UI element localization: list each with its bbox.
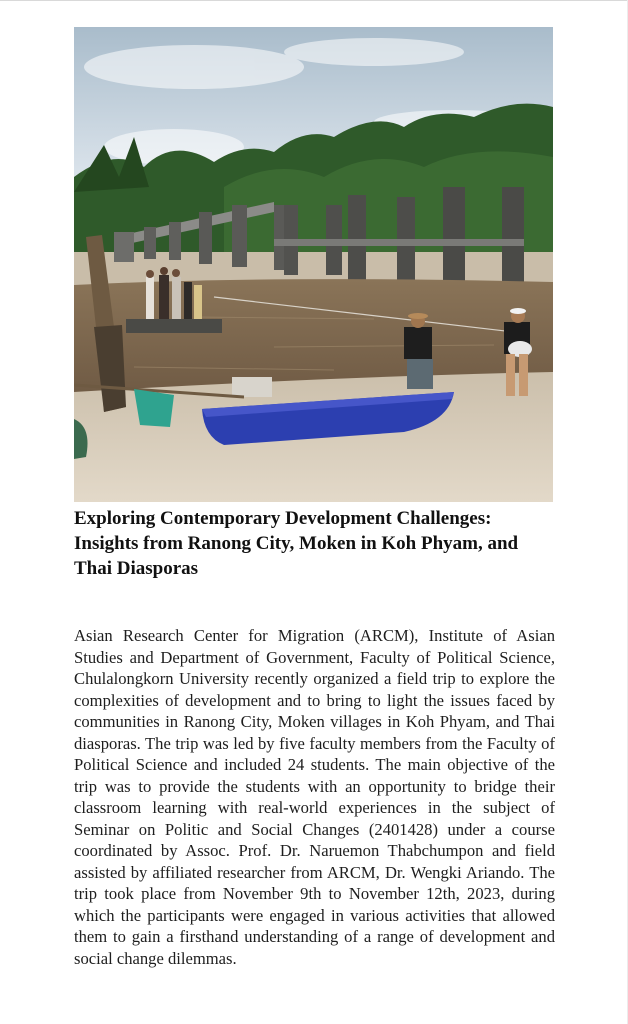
top-divider — [0, 0, 628, 1]
article-photo — [74, 27, 553, 502]
article-body: Asian Research Center for Migration (ARCM), Institute of Asian Studies and Department of Government, Faculty of Political Science, Chulalongkorn University recently organized a field trip to explore the complexities of development and to bring to light the issues faced by communities in Ranong City, Moken villages in Koh Phyam, and Thai diasporas. The trip was led by five faculty members from the Faculty of Political Science and included 24 students. The main objective of the trip was to provide the students with an opportunity to bridge their classroom learning with real-world experiences in the subject of Seminar on Politic and Social Changes (2401428) under a course coordinated by Assoc. Prof. Dr. Naruemon Thabchumpon and field assisted by affiliated researcher from ARCM, Dr. Wengki Ariando. The trip took place from November 9th to November 12th, 2023, during which the participants were engaged in various activities that allowed them to gain a firsthand understanding of a range of development and social change dilemmas. — [74, 626, 555, 968]
article-title: Exploring Contemporary Development Challenges: Insights from Ranong City, Moken in Koh Phyam, and Thai Diasporas — [74, 508, 519, 579]
